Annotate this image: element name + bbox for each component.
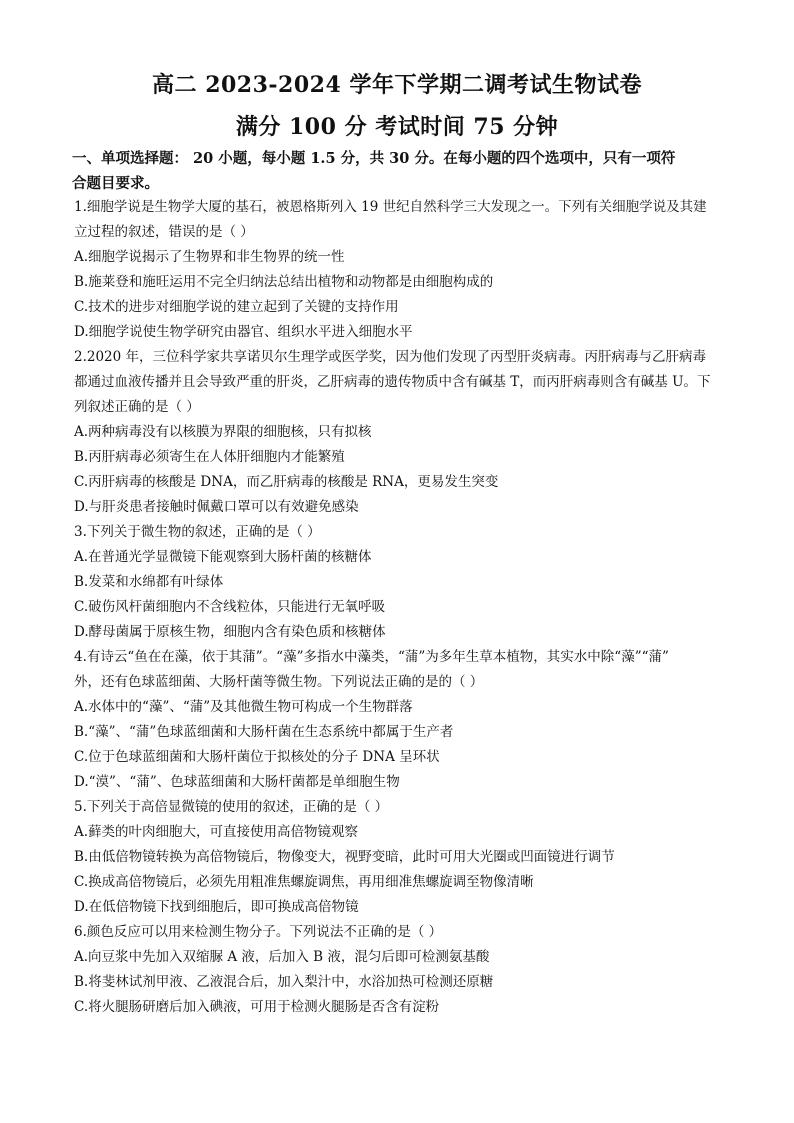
text-line: A.两种病毒没有以核膜为界限的细胞核，只有拟核 <box>74 424 372 440</box>
question-body <box>74 195 734 1020</box>
text-line: B.“藻”、“蒲”色球蓝细菌和大肠杆菌在生态系统中都属于生产者 <box>74 724 454 740</box>
page-title: 高二 2023-2024 学年下学期二调考试生物试卷 <box>152 72 642 98</box>
text-line: B.将斐林试剂甲液、乙液混合后，加入梨汁中，水浴加热可检测还原糖 <box>74 974 494 990</box>
text-line: 列叙述正确的是（ ） <box>74 399 200 415</box>
text-line: D.在低倍物镜下找到细胞后，即可换成高倍物镜 <box>74 899 359 915</box>
text-line: C.换成高倍物镜后，必须先用粗准焦螺旋调焦，再用细准焦螺旋调至物像清晰 <box>74 874 534 890</box>
text-line: A.水体中的“藻”、“蒲”及其他微生物可构成一个生物群落 <box>74 699 413 715</box>
text-line: C.破伤风杆菌细胞内不含线粒体，只能进行无氧呼吸 <box>74 599 386 615</box>
text-line: 都通过血液传播并且会导致严重的肝炎，乙肝病毒的遗传物质中含有碱基 T，而丙肝病毒则含有碱基 U。下 <box>74 374 711 390</box>
text-line: C.将火腿肠研磨后加入碘液，可用于检测火腿肠是否含有淀粉 <box>74 999 440 1015</box>
text-line: A.在普通光学显微镜下能观察到大肠杆菌的核糖体 <box>74 549 372 565</box>
text-line: 6.颜色反应可以用来检测生物分子。下列说法不正确的是（ ） <box>74 924 443 940</box>
text-line: A.藓类的叶肉细胞大，可直接使用高倍物镜观察 <box>74 824 359 840</box>
text-line: C.技术的进步对细胞学说的建立起到了关键的支持作用 <box>74 299 399 315</box>
text-line: 立过程的叙述，错误的是（ ） <box>74 224 254 240</box>
text-line: 3.下列关于微生物的叙述，正确的是（ ） <box>74 524 321 540</box>
section-line: 合题目要求。 <box>72 175 159 192</box>
text-line: 外，还有色球蓝细菌、大肠杆菌等微生物。下列说法正确的是的（ ） <box>74 674 484 690</box>
text-line: D.细胞学说使生物学研究由器官、组织水平进入细胞水平 <box>74 324 413 340</box>
text-line: D.与肝炎患者接触时佩戴口罩可以有效避免感染 <box>74 499 359 515</box>
text-line: 4.有诗云“鱼在在藻，依于其蒲”。“藻”多指水中藻类，“蒲”为多年生草本植物，其实水中除“藻”“蒲” <box>74 649 669 665</box>
text-line: C.位于色球蓝细菌和大肠杆菌位于拟核处的分子 DNA 呈环状 <box>74 749 440 765</box>
text-line: B.由低倍物镜转换为高倍物镜后，物像变大，视野变暗，此时可用大光圈或凹面镜进行调节 <box>74 849 615 865</box>
text-line: C.丙肝病毒的核酸是 DNA，而乙肝病毒的核酸是 RNA，更易发生突变 <box>74 474 499 490</box>
section-heading <box>72 146 732 196</box>
text-line: D.酵母菌属于原核生物，细胞内含有染色质和核糖体 <box>74 624 386 640</box>
text-line: 5.下列关于高倍显微镜的使用的叙述，正确的是（ ） <box>74 799 389 815</box>
text-line: 2.2020 年，三位科学家共享诺贝尔生理学或医学奖，因为他们发现了丙型肝炎病毒。丙肝病毒与乙肝病毒 <box>74 349 707 365</box>
text-line: B.丙肝病毒必须寄生在人体肝细胞内才能繁殖 <box>74 449 345 465</box>
section-line: 一、单项选择题： 20 小题，每小题 1.5 分，共 30 分。在每小题的四个选项中，只有一项符 <box>72 150 676 167</box>
text-line: A.细胞学说揭示了生物界和非生物界的统一性 <box>74 249 345 265</box>
text-line: D.“漠”、“蒲”、色球蓝细菌和大肠杆菌都是单细胞生物 <box>74 774 400 790</box>
exam-info: 满分 100 分 考试时间 75 分钟 <box>235 114 559 140</box>
text-line: B.发菜和水绵都有叶绿体 <box>74 574 224 590</box>
text-line: 1.细胞学说是生物学大厦的基石，被恩格斯列入 19 世纪自然科学三大发现之一。下列有关细胞学说及其建 <box>74 199 707 215</box>
text-line: B.施莱登和施旺运用不完全归纳法总结出植物和动物都是由细胞构成的 <box>74 274 494 290</box>
text-line: A.向豆浆中先加入双缩脲 A 液，后加入 B 液，混匀后即可检测氨基酸 <box>74 949 490 965</box>
